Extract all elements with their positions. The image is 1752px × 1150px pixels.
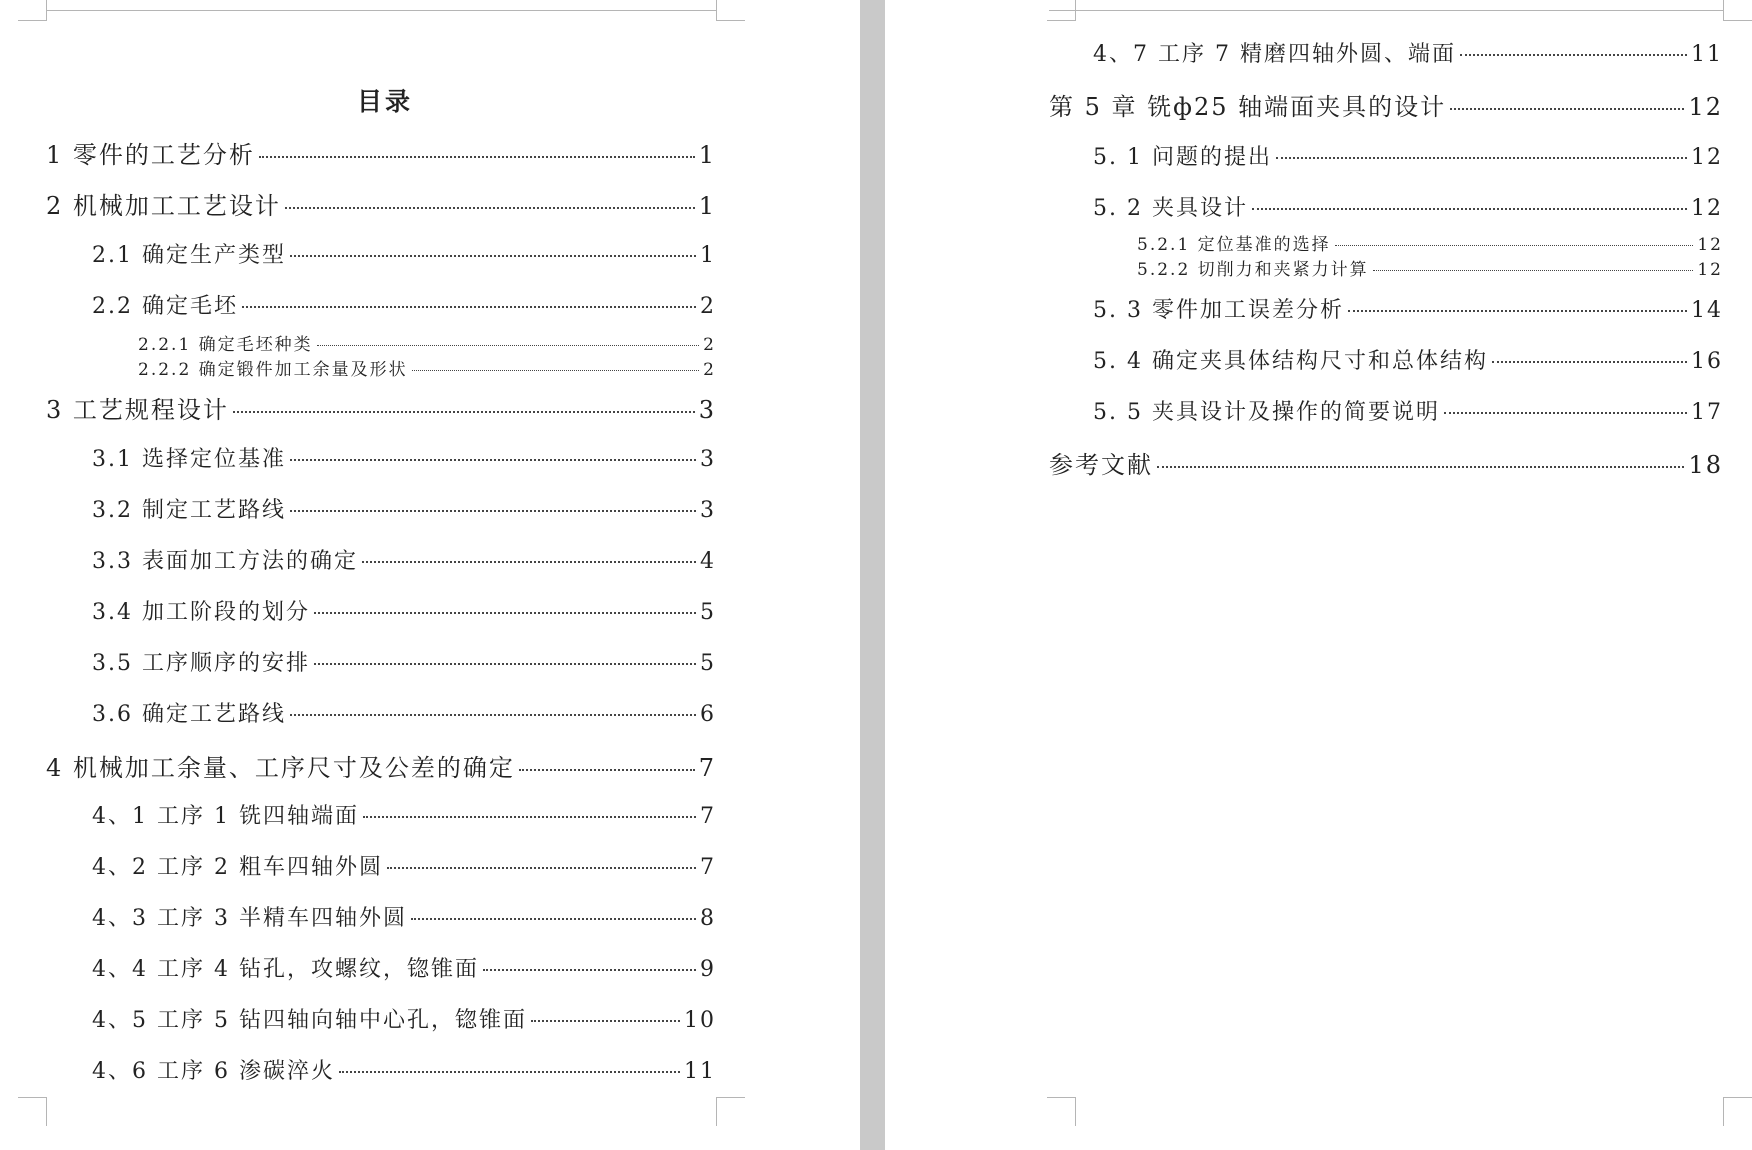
toc-page-number: 2 — [703, 335, 716, 355]
toc-entry-label: 4、5 工序 5 钻四轴向轴中心孔，锪锥面 — [92, 1008, 527, 1033]
toc-entry[interactable] — [46, 748, 716, 783]
toc-leader-dots — [363, 816, 696, 818]
toc-entry-label: 3.3 表面加工方法的确定 — [92, 549, 358, 574]
page-corner-mark — [1723, 1097, 1752, 1126]
toc-page-number: 5 — [700, 600, 716, 625]
header-line — [1049, 10, 1723, 11]
toc-leader-dots — [1276, 157, 1687, 159]
toc-entry[interactable] — [1137, 255, 1723, 280]
toc-leader-dots — [412, 370, 700, 371]
toc-page-number: 2 — [703, 360, 716, 380]
toc-entry-label: 3.6 确定工艺路线 — [92, 702, 286, 727]
toc-page-number: 7 — [700, 855, 716, 880]
toc-page-number: 18 — [1688, 451, 1723, 479]
toc-entry-label: 3.5 工序顺序的安排 — [92, 651, 310, 676]
toc-leader-dots — [290, 255, 696, 257]
toc-entry-label: 4、1 工序 1 铣四轴端面 — [92, 804, 359, 829]
toc-page-number: 10 — [684, 1008, 716, 1033]
toc-page-number: 1 — [698, 141, 716, 169]
toc-entry[interactable] — [138, 330, 716, 355]
toc-entry-label: 第 5 章 铣ф25 轴端面夹具的设计 — [1049, 93, 1447, 121]
toc-entry-label: 2.1 确定生产类型 — [92, 243, 286, 268]
toc-page-number: 6 — [700, 702, 716, 727]
page-gutter — [860, 0, 885, 1150]
toc-page-number: 8 — [700, 906, 716, 931]
toc-leader-dots — [411, 918, 696, 920]
toc-entry-label: 5.2.2 切削力和夹紧力计算 — [1137, 260, 1369, 280]
toc-page-number: 16 — [1691, 349, 1723, 374]
toc-entry[interactable] — [46, 135, 716, 170]
toc-entry[interactable] — [92, 544, 716, 575]
toc-entry[interactable] — [1093, 37, 1723, 68]
page-corner-mark — [18, 1097, 47, 1126]
toc-entry[interactable] — [92, 1054, 716, 1085]
page-corner-mark — [716, 0, 745, 21]
toc-leader-dots — [1450, 108, 1684, 110]
toc-entry-label: 5. 4 确定夹具体结构尺寸和总体结构 — [1093, 349, 1488, 374]
toc-page-number: 1 — [700, 243, 716, 268]
toc-leader-dots — [1460, 54, 1687, 56]
toc-page-number: 9 — [700, 957, 716, 982]
toc-entry[interactable] — [92, 1003, 716, 1034]
toc-entry[interactable] — [1049, 87, 1723, 122]
toc-page-number: 12 — [1697, 235, 1723, 255]
toc-page-number: 4 — [700, 549, 716, 574]
toc-entry[interactable] — [92, 850, 716, 881]
toc-entry[interactable] — [1093, 140, 1723, 171]
page-corner-mark — [1047, 1097, 1076, 1126]
toc-entry-label: 4、2 工序 2 粗车四轴外圆 — [92, 855, 383, 880]
toc-entry[interactable] — [1049, 445, 1723, 480]
toc-entry-label: 3 工艺规程设计 — [46, 396, 229, 424]
toc-leader-dots — [387, 867, 696, 869]
toc-page-number: 3 — [700, 447, 716, 472]
toc-page-number: 12 — [1688, 93, 1723, 121]
toc-entry[interactable] — [1093, 191, 1723, 222]
toc-leader-dots — [483, 969, 696, 971]
toc-title: 目录 — [356, 87, 413, 116]
toc-leader-dots — [233, 411, 695, 413]
document-page-right — [885, 0, 1752, 1150]
toc-entry-label: 2.2.2 确定锻件加工余量及形状 — [138, 360, 408, 380]
toc-page-number: 1 — [698, 192, 716, 220]
toc-entry[interactable] — [92, 442, 716, 473]
toc-entry-label: 2 机械加工工艺设计 — [46, 192, 281, 220]
toc-leader-dots — [519, 769, 695, 771]
toc-entry[interactable] — [92, 799, 716, 830]
toc-leader-dots — [531, 1020, 680, 1022]
toc-leader-dots — [1157, 466, 1684, 468]
document-page-left — [0, 0, 860, 1150]
toc-page-number: 3 — [698, 396, 716, 424]
toc-entry[interactable] — [1093, 344, 1723, 375]
toc-entry-label: 4、3 工序 3 半精车四轴外圆 — [92, 906, 407, 931]
toc-entry[interactable] — [92, 238, 716, 269]
toc-page-number: 14 — [1691, 298, 1723, 323]
toc-entry-label: 5. 5 夹具设计及操作的简要说明 — [1093, 400, 1440, 425]
page-corner-mark — [716, 1097, 745, 1126]
toc-entry-label: 参考文献 — [1049, 451, 1153, 479]
toc-page-number: 7 — [700, 804, 716, 829]
toc-entry-label: 4 机械加工余量、工序尺寸及公差的确定 — [46, 754, 515, 782]
toc-entry[interactable] — [1093, 395, 1723, 426]
toc-leader-dots — [314, 612, 696, 614]
toc-entry-label: 2.2 确定毛坯 — [92, 294, 238, 319]
toc-entry-label: 4、4 工序 4 钻孔，攻螺纹，锪锥面 — [92, 957, 479, 982]
toc-leader-dots — [259, 156, 695, 158]
toc-leader-dots — [285, 207, 695, 209]
toc-page-number: 5 — [700, 651, 716, 676]
toc-leader-dots — [339, 1071, 680, 1073]
toc-entry-label: 3.1 选择定位基准 — [92, 447, 286, 472]
toc-entry[interactable] — [92, 901, 716, 932]
toc-entry-label: 5. 2 夹具设计 — [1093, 196, 1248, 221]
toc-page-number: 11 — [1691, 42, 1723, 67]
toc-leader-dots — [1444, 412, 1687, 414]
toc-leader-dots — [1373, 270, 1694, 271]
toc-page-number: 3 — [700, 498, 716, 523]
toc-entry-label: 4、6 工序 6 渗碳淬火 — [92, 1059, 335, 1084]
toc-entry[interactable] — [1137, 230, 1723, 255]
toc-page-number: 12 — [1697, 260, 1723, 280]
toc-entry[interactable] — [46, 186, 716, 221]
toc-entry[interactable] — [138, 355, 716, 380]
toc-entry[interactable] — [92, 595, 716, 626]
toc-leader-dots — [290, 510, 696, 512]
toc-entry[interactable] — [46, 390, 716, 425]
toc-leader-dots — [1252, 208, 1687, 210]
toc-entry[interactable] — [92, 697, 716, 728]
toc-entry-label: 3.4 加工阶段的划分 — [92, 600, 310, 625]
page-corner-mark — [1723, 0, 1752, 21]
toc-leader-dots — [362, 561, 696, 563]
toc-entry-label: 5. 1 问题的提出 — [1093, 145, 1272, 170]
toc-entry[interactable] — [1093, 293, 1723, 324]
toc-leader-dots — [1335, 245, 1694, 246]
toc-leader-dots — [1348, 310, 1687, 312]
toc-entry-label: 5.2.1 定位基准的选择 — [1137, 235, 1331, 255]
toc-entry-label: 4、7 工序 7 精磨四轴外圆、端面 — [1093, 42, 1456, 67]
toc-page-number: 2 — [700, 294, 716, 319]
toc-page-number: 17 — [1691, 400, 1723, 425]
toc-page-number: 12 — [1691, 145, 1723, 170]
toc-leader-dots — [242, 306, 696, 308]
toc-leader-dots — [290, 714, 696, 716]
toc-entry[interactable] — [92, 646, 716, 677]
toc-entry-label: 2.2.1 确定毛坯种类 — [138, 335, 313, 355]
toc-entry-label: 5. 3 零件加工误差分析 — [1093, 298, 1344, 323]
toc-leader-dots — [1492, 361, 1687, 363]
toc-leader-dots — [317, 345, 700, 346]
toc-leader-dots — [314, 663, 696, 665]
page-corner-mark — [18, 0, 47, 21]
toc-entry-label: 1 零件的工艺分析 — [46, 141, 255, 169]
toc-page-number: 12 — [1691, 196, 1723, 221]
toc-entry[interactable] — [92, 952, 716, 983]
toc-entry[interactable] — [92, 493, 716, 524]
toc-entry[interactable] — [92, 289, 716, 320]
toc-entry-label: 3.2 制定工艺路线 — [92, 498, 286, 523]
header-line — [46, 10, 716, 11]
toc-leader-dots — [290, 459, 696, 461]
toc-page-number: 7 — [698, 754, 716, 782]
toc-page-number: 11 — [684, 1059, 716, 1084]
